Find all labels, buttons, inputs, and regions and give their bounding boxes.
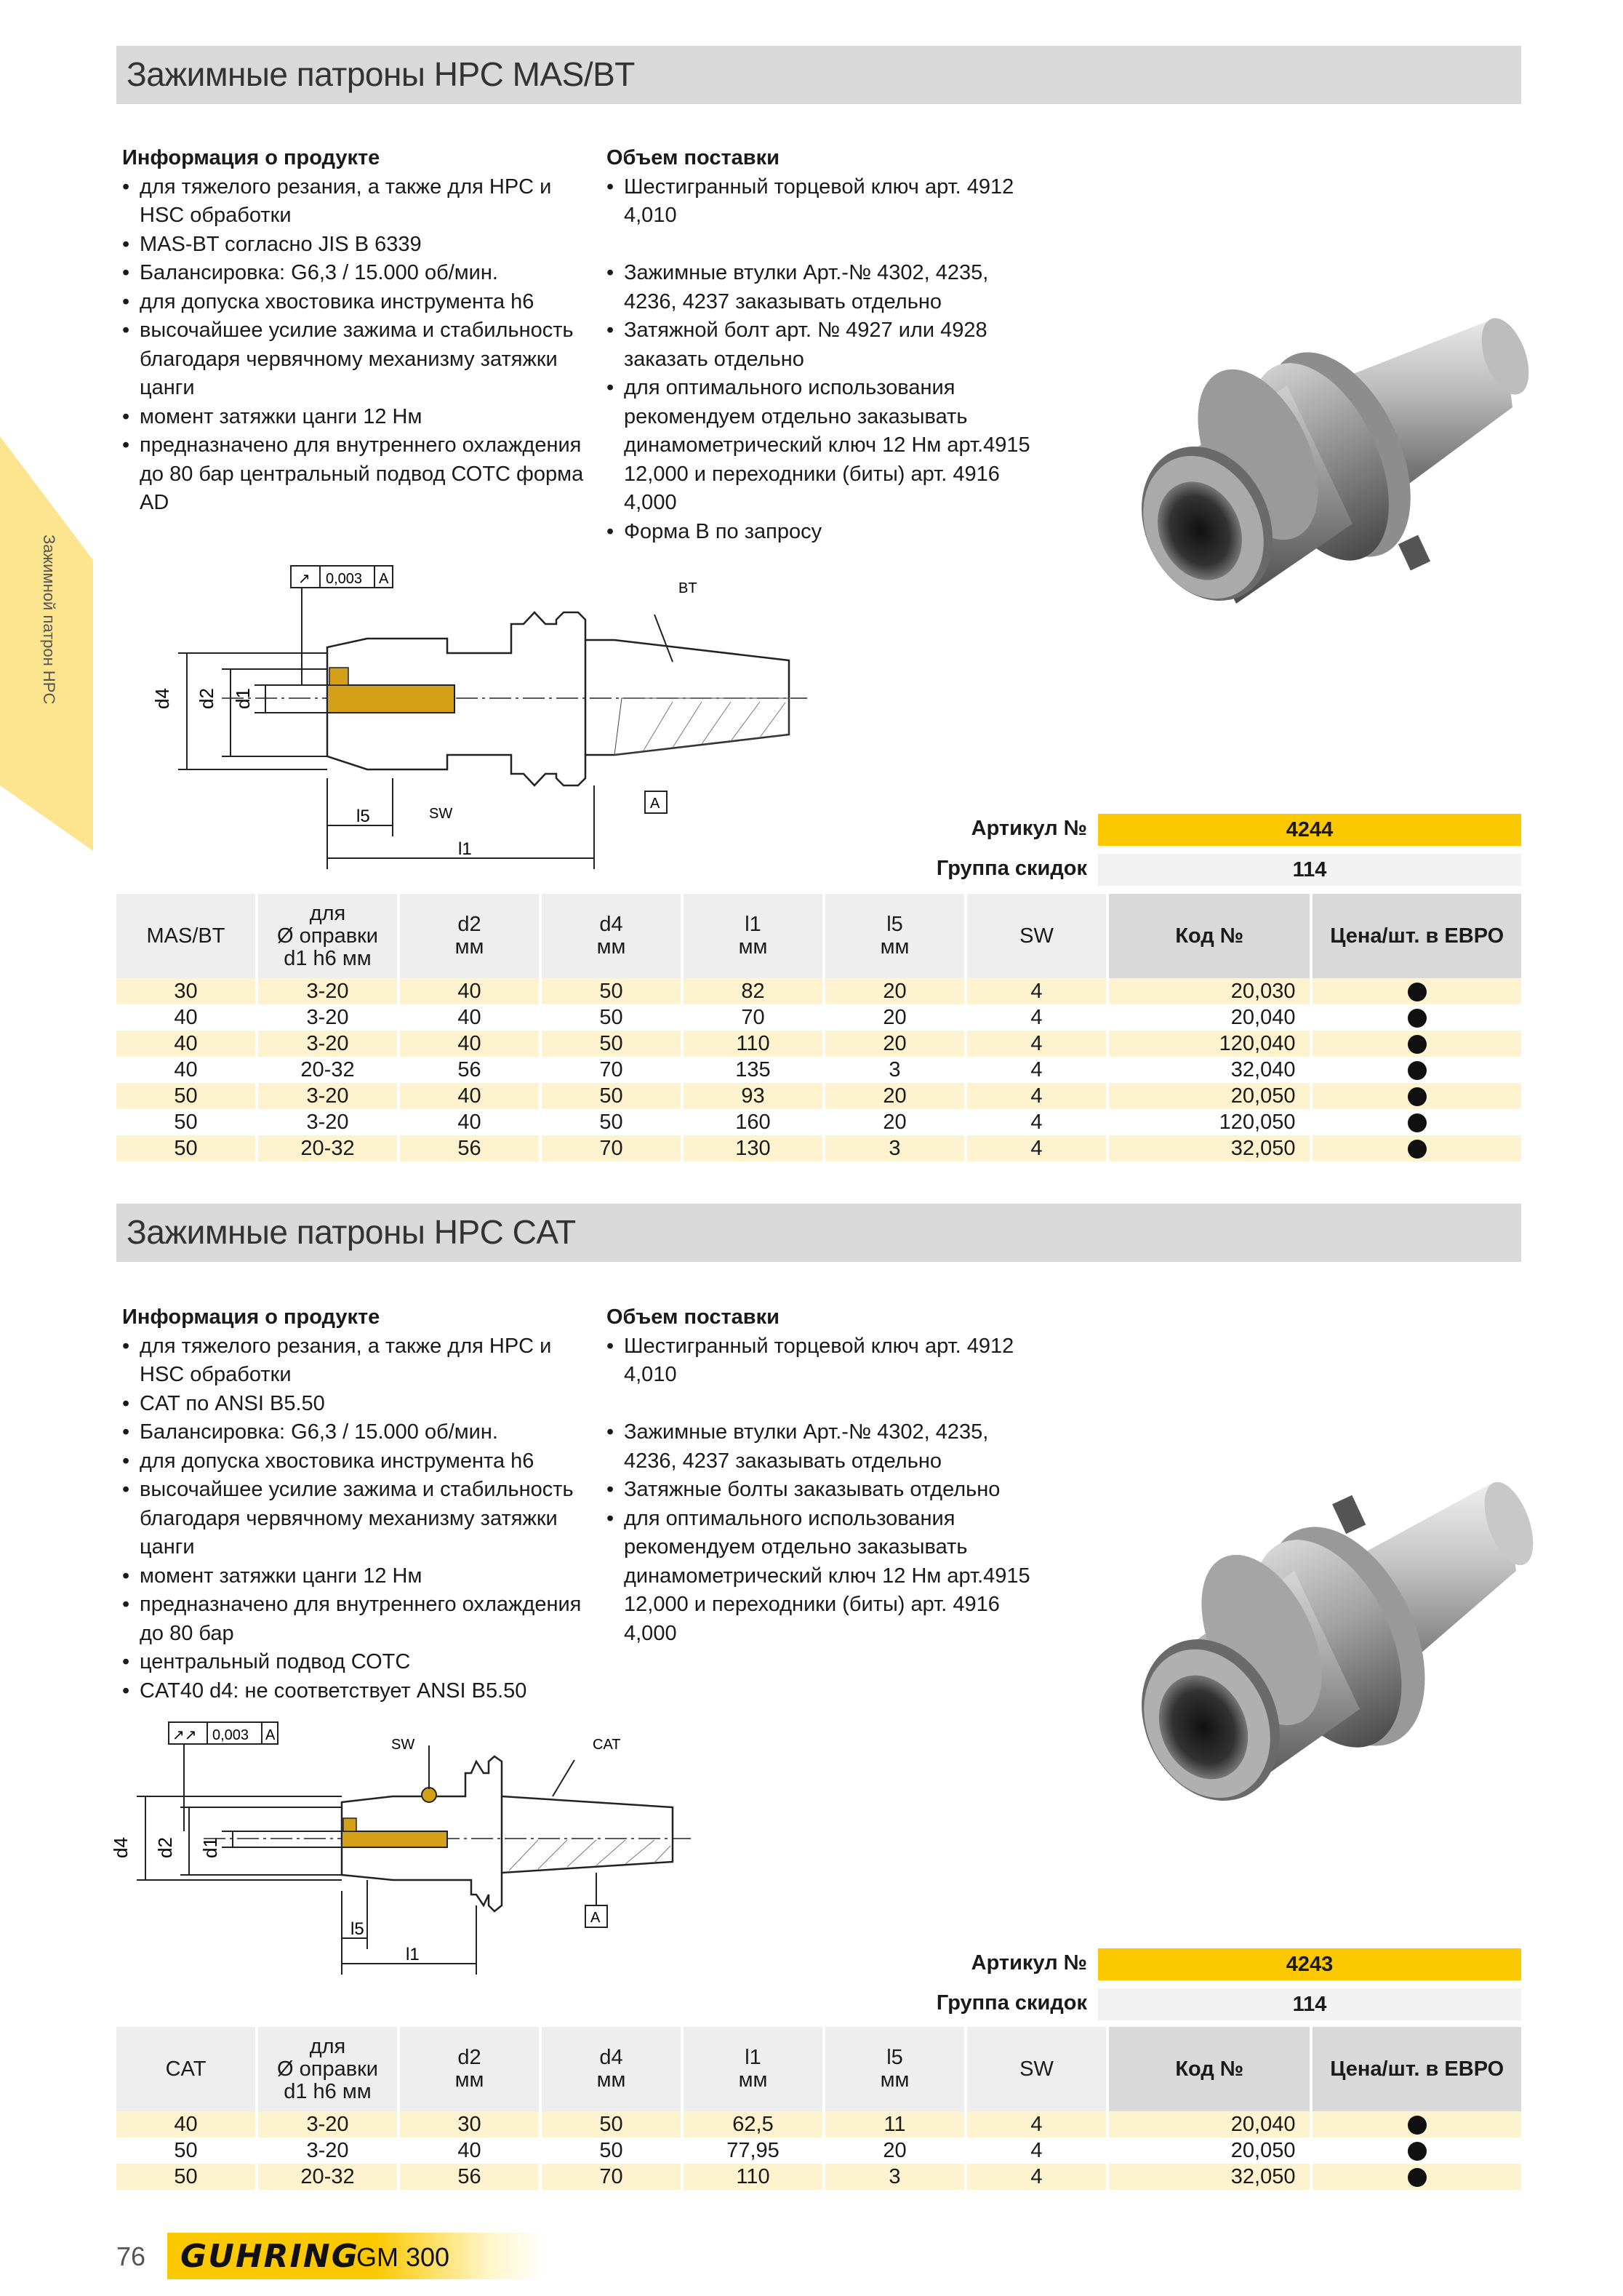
table-row	[116, 1004, 1521, 1031]
table-cell: 40	[116, 1031, 255, 1057]
table-cell: 50	[116, 1083, 255, 1109]
table-row	[116, 978, 1521, 1004]
label-d4: d4	[151, 688, 173, 709]
table-cell: 40	[400, 1109, 539, 1135]
table-cell: 20	[825, 1083, 964, 1109]
table-cell: 3-20	[258, 1109, 397, 1135]
table-cell: 50	[542, 978, 681, 1004]
section-header-cat	[116, 1204, 1521, 1262]
hatch-region	[614, 698, 789, 755]
col-header: l1 мм	[684, 2027, 822, 2111]
table-cell	[1313, 1057, 1521, 1083]
availability-dot	[1408, 1009, 1427, 1028]
table-cell: 20,040	[1109, 1004, 1310, 1031]
list-item: • момент затяжки цанги 12 Нм	[122, 403, 588, 432]
technical-drawing-cat	[110, 1716, 742, 2036]
list-item: • Шестигранный торцевой ключ арт. 4912 4,010	[606, 173, 1043, 231]
runout-icon: ↗	[298, 569, 310, 587]
table-cell: 4	[967, 1031, 1106, 1057]
table-cell: 20	[825, 2137, 964, 2164]
list-item: • момент затяжки цанги 12 Нм	[122, 1562, 588, 1591]
discount-label: Группа скидок	[936, 857, 1087, 880]
table-cell	[1313, 1109, 1521, 1135]
table-row	[116, 2164, 1521, 2190]
catalog-name: GM 300	[356, 2242, 450, 2272]
table-cell: 50	[542, 2137, 681, 2164]
col-header-price: Цена/шт. в ЕВРО	[1313, 2027, 1521, 2111]
scope-heading: Объем поставки	[606, 146, 780, 169]
label-d2: d2	[154, 1837, 176, 1858]
article-number: 4243	[1098, 1948, 1521, 1980]
table-cell: 40	[400, 1083, 539, 1109]
col-header: SW	[967, 2027, 1106, 2111]
table-cell: 4	[967, 2137, 1106, 2164]
info-heading: Информация о продукте	[122, 1305, 380, 1329]
table-cell: 40	[400, 978, 539, 1004]
availability-dot	[1408, 1061, 1427, 1080]
table-cell: 40	[116, 1004, 255, 1031]
label-l5: l5	[350, 1919, 364, 1939]
list-item: • для допуска хвостовика инструмента h6	[122, 1447, 588, 1476]
table-cell: 120,040	[1109, 1031, 1310, 1057]
table-cell: 160	[684, 1109, 822, 1135]
label-bt: BT	[678, 580, 697, 596]
table-cell: 120,050	[1109, 1109, 1310, 1135]
table-cell: 82	[684, 978, 822, 1004]
runout-icon: ↗↗	[172, 1726, 197, 1743]
table-cell: 3-20	[258, 2137, 397, 2164]
table-cell	[1313, 1135, 1521, 1161]
table-row	[116, 1135, 1521, 1161]
col-header: для Ø оправки d1 h6 мм	[258, 894, 397, 978]
table-cell: 4	[967, 1135, 1106, 1161]
col-header-code: Код №	[1109, 894, 1310, 978]
col-header: d2 мм	[400, 2027, 539, 2111]
page-number: 76	[116, 2241, 146, 2271]
side-tab-label: Зажимной патрон HPC	[40, 535, 58, 705]
table-cell: 70	[684, 1004, 822, 1031]
delivery-scope-block	[606, 144, 1043, 546]
table-cell: 56	[400, 1135, 539, 1161]
info-list	[122, 173, 588, 518]
scope-list	[606, 1332, 1043, 1649]
availability-dot	[1408, 1140, 1427, 1159]
discount-group: 114	[1098, 1988, 1521, 2020]
list-item: • Затяжные болты заказывать отдельно	[606, 1476, 1043, 1505]
col-header: d4 мм	[542, 2027, 681, 2111]
label-l1: l1	[458, 839, 472, 859]
availability-dot	[1408, 983, 1427, 1001]
table-cell: 3-20	[258, 2111, 397, 2137]
table-cell: 20-32	[258, 1057, 397, 1083]
article-label: Артикул №	[971, 1951, 1087, 1975]
table-row	[116, 1109, 1521, 1135]
table-cell: 50	[542, 2111, 681, 2137]
table-cell: 56	[400, 1057, 539, 1083]
table-cell: 4	[967, 1057, 1106, 1083]
table-cell: 50	[542, 1083, 681, 1109]
col-header: CAT	[116, 2027, 255, 2111]
table-cell: 56	[400, 2164, 539, 2190]
table-cell	[1313, 1004, 1521, 1031]
spec-table-cat	[113, 2027, 1524, 2190]
label-sw: SW	[429, 806, 453, 822]
table-cell: 70	[542, 1135, 681, 1161]
table-cell: 20-32	[258, 2164, 397, 2190]
table-cell: 32,040	[1109, 1057, 1310, 1083]
list-item: • для допуска хвостовика инструмента h6	[122, 288, 588, 317]
list-item: • CAT по ANSI B5.50	[122, 1390, 588, 1419]
label-l5: l5	[356, 807, 370, 826]
table-cell: 4	[967, 2111, 1106, 2137]
discount-group: 114	[1098, 854, 1521, 886]
list-item: • высочайшее усилие зажима и стабильность благодаря червячному механизму затяжки цанги	[122, 316, 588, 403]
table-cell: 135	[684, 1057, 822, 1083]
col-header: для Ø оправки d1 h6 мм	[258, 2027, 397, 2111]
list-item: • Форма B по запросу	[606, 518, 1043, 547]
table-cell: 3	[825, 1057, 964, 1083]
table-cell: 3	[825, 2164, 964, 2190]
col-header: SW	[967, 894, 1106, 978]
datum-label: A	[379, 571, 389, 587]
table-row	[116, 1057, 1521, 1083]
spec-table-mas-bt	[113, 894, 1524, 1161]
table-cell: 30	[116, 978, 255, 1004]
table-cell: 40	[400, 1031, 539, 1057]
technical-drawing-mas-bt	[149, 560, 818, 873]
list-item: • Балансировка: G6,3 / 15.000 об/мин.	[122, 1418, 588, 1447]
article-label: Артикул №	[971, 817, 1087, 840]
info-list	[122, 1332, 588, 1706]
table-cell: 20	[825, 1109, 964, 1135]
label-d1: d1	[232, 688, 254, 709]
delivery-scope-block	[606, 1303, 1043, 1648]
brand-logo: GUHRING	[180, 2238, 359, 2275]
table-cell: 3-20	[258, 1083, 397, 1109]
table-cell: 4	[967, 1083, 1106, 1109]
list-item: • Балансировка: G6,3 / 15.000 об/мин.	[122, 259, 588, 288]
table-cell: 20	[825, 978, 964, 1004]
product-photo-mas-bt	[1083, 305, 1520, 684]
col-header: d4 мм	[542, 894, 681, 978]
table-cell	[1313, 978, 1521, 1004]
product-info-block	[122, 1303, 588, 1705]
discount-label: Группа скидок	[936, 1991, 1087, 2015]
col-header-code: Код №	[1109, 2027, 1310, 2111]
table-cell	[1313, 1083, 1521, 1109]
table-cell: 4	[967, 1109, 1106, 1135]
table-cell: 3-20	[258, 978, 397, 1004]
tolerance-value: 0,003	[212, 1727, 249, 1743]
label-cat: CAT	[593, 1737, 621, 1753]
list-item: • центральный подвод СОТС	[122, 1648, 588, 1677]
table-cell: 20,050	[1109, 2137, 1310, 2164]
table-cell: 110	[684, 2164, 822, 2190]
availability-dot	[1408, 2168, 1427, 2187]
table-cell: 20,040	[1109, 2111, 1310, 2137]
list-item: • для оптимального использования рекомендуем отдельно заказывать динамометрический ключ 12 Нм арт.4915 12,000 и переходники (биты) арт. 4916 4,000	[606, 374, 1043, 518]
table-cell: 77,95	[684, 2137, 822, 2164]
table-cell: 40	[116, 2111, 255, 2137]
scope-list	[606, 173, 1043, 547]
table-cell: 3-20	[258, 1031, 397, 1057]
table-cell: 50	[116, 2137, 255, 2164]
table-cell: 93	[684, 1083, 822, 1109]
availability-dot	[1408, 1087, 1427, 1106]
list-item: • высочайшее усилие зажима и стабильность благодаря червячному механизму затяжки цанги	[122, 1476, 588, 1562]
availability-dot	[1408, 1113, 1427, 1132]
list-item: • для тяжелого резания, а также для HPC и HSC обработки	[122, 173, 588, 231]
product-info-block	[122, 144, 588, 518]
product-photo-cat	[1083, 1469, 1520, 1847]
label-sw: SW	[391, 1737, 415, 1753]
table-cell: 40	[116, 1057, 255, 1083]
table-cell: 50	[542, 1004, 681, 1031]
label-d4: d4	[110, 1837, 132, 1858]
table-cell: 20,030	[1109, 978, 1310, 1004]
table-cell: 32,050	[1109, 1135, 1310, 1161]
table-cell: 3	[825, 1135, 964, 1161]
col-header-price: Цена/шт. в ЕВРО	[1313, 894, 1521, 978]
table-cell: 40	[400, 2137, 539, 2164]
datum-box: A	[650, 796, 660, 812]
label-l1: l1	[406, 1945, 420, 1964]
table-cell: 70	[542, 2164, 681, 2190]
section-title: Зажимные патроны HPC MAS/BT	[127, 55, 635, 93]
table-cell	[1313, 1031, 1521, 1057]
table-cell: 110	[684, 1031, 822, 1057]
info-heading: Информация о продукте	[122, 146, 380, 169]
list-item: • для тяжелого резания, а также для HPC и HSC обработки	[122, 1332, 588, 1390]
scope-heading: Объем поставки	[606, 1305, 780, 1329]
table-cell: 3-20	[258, 1004, 397, 1031]
table-cell	[1313, 2137, 1521, 2164]
list-item: • предназначено для внутреннего охлаждения до 80 бар	[122, 1591, 588, 1648]
list-item: • для оптимального использования рекомендуем отдельно заказывать динамометрический ключ 12 Нм арт.4915 12,000 и переходники (биты) арт. 4916 4,000	[606, 1505, 1043, 1649]
availability-dot	[1408, 1035, 1427, 1054]
table-cell	[1313, 2164, 1521, 2190]
table-cell: 4	[967, 978, 1106, 1004]
list-item: • Затяжной болт арт. № 4927 или 4928 заказать отдельно	[606, 316, 1043, 374]
section-title: Зажимные патроны HPC CAT	[127, 1213, 576, 1251]
section-header-mas-bt	[116, 46, 1521, 104]
list-item: • Шестигранный торцевой ключ арт. 4912 4,010	[606, 1332, 1043, 1390]
availability-dot	[1408, 2116, 1427, 2135]
list-item: • Зажимные втулки Арт.-№ 4302, 4235, 4236, 4237 заказывать отдельно	[606, 259, 1043, 316]
table-cell: 4	[967, 1004, 1106, 1031]
list-item: • MAS-BT согласно JIS B 6339	[122, 231, 588, 260]
label-d2: d2	[196, 688, 217, 709]
table-cell: 50	[116, 1109, 255, 1135]
table-cell: 70	[542, 1057, 681, 1083]
datum-label: A	[265, 1727, 276, 1743]
table-cell: 11	[825, 2111, 964, 2137]
table-cell	[1313, 2111, 1521, 2137]
table-cell: 20-32	[258, 1135, 397, 1161]
availability-dot	[1408, 2142, 1427, 2161]
table-cell: 62,5	[684, 2111, 822, 2137]
tolerance-value: 0,003	[326, 571, 363, 587]
list-item: • предназначено для внутреннего охлаждения до 80 бар центральный подвод СОТС форма AD	[122, 431, 588, 518]
col-header: MAS/BT	[116, 894, 255, 978]
list-item: • Зажимные втулки Арт.-№ 4302, 4235, 4236, 4237 заказывать отдельно	[606, 1418, 1043, 1476]
table-cell: 20	[825, 1004, 964, 1031]
table-cell: 130	[684, 1135, 822, 1161]
col-header: l5 мм	[825, 2027, 964, 2111]
table-row	[116, 2111, 1521, 2137]
label-d1: d1	[199, 1837, 221, 1858]
table-cell: 50	[542, 1031, 681, 1057]
datum-box: A	[590, 1910, 601, 1926]
table-cell: 20,050	[1109, 1083, 1310, 1109]
table-row	[116, 2137, 1521, 2164]
article-number: 4244	[1098, 814, 1521, 846]
table-cell: 50	[116, 2164, 255, 2190]
table-cell: 50	[116, 1135, 255, 1161]
table-cell: 40	[400, 1004, 539, 1031]
table-cell: 30	[400, 2111, 539, 2137]
table-cell: 50	[542, 1109, 681, 1135]
col-header: d2 мм	[400, 894, 539, 978]
col-header: l1 мм	[684, 894, 822, 978]
table-cell: 4	[967, 2164, 1106, 2190]
table-cell: 20	[825, 1031, 964, 1057]
table-cell: 32,050	[1109, 2164, 1310, 2190]
list-item: • CAT40 d4: не соответствует ANSI B5.50	[122, 1677, 588, 1706]
table-row	[116, 1083, 1521, 1109]
col-header: l5 мм	[825, 894, 964, 978]
table-row	[116, 1031, 1521, 1057]
